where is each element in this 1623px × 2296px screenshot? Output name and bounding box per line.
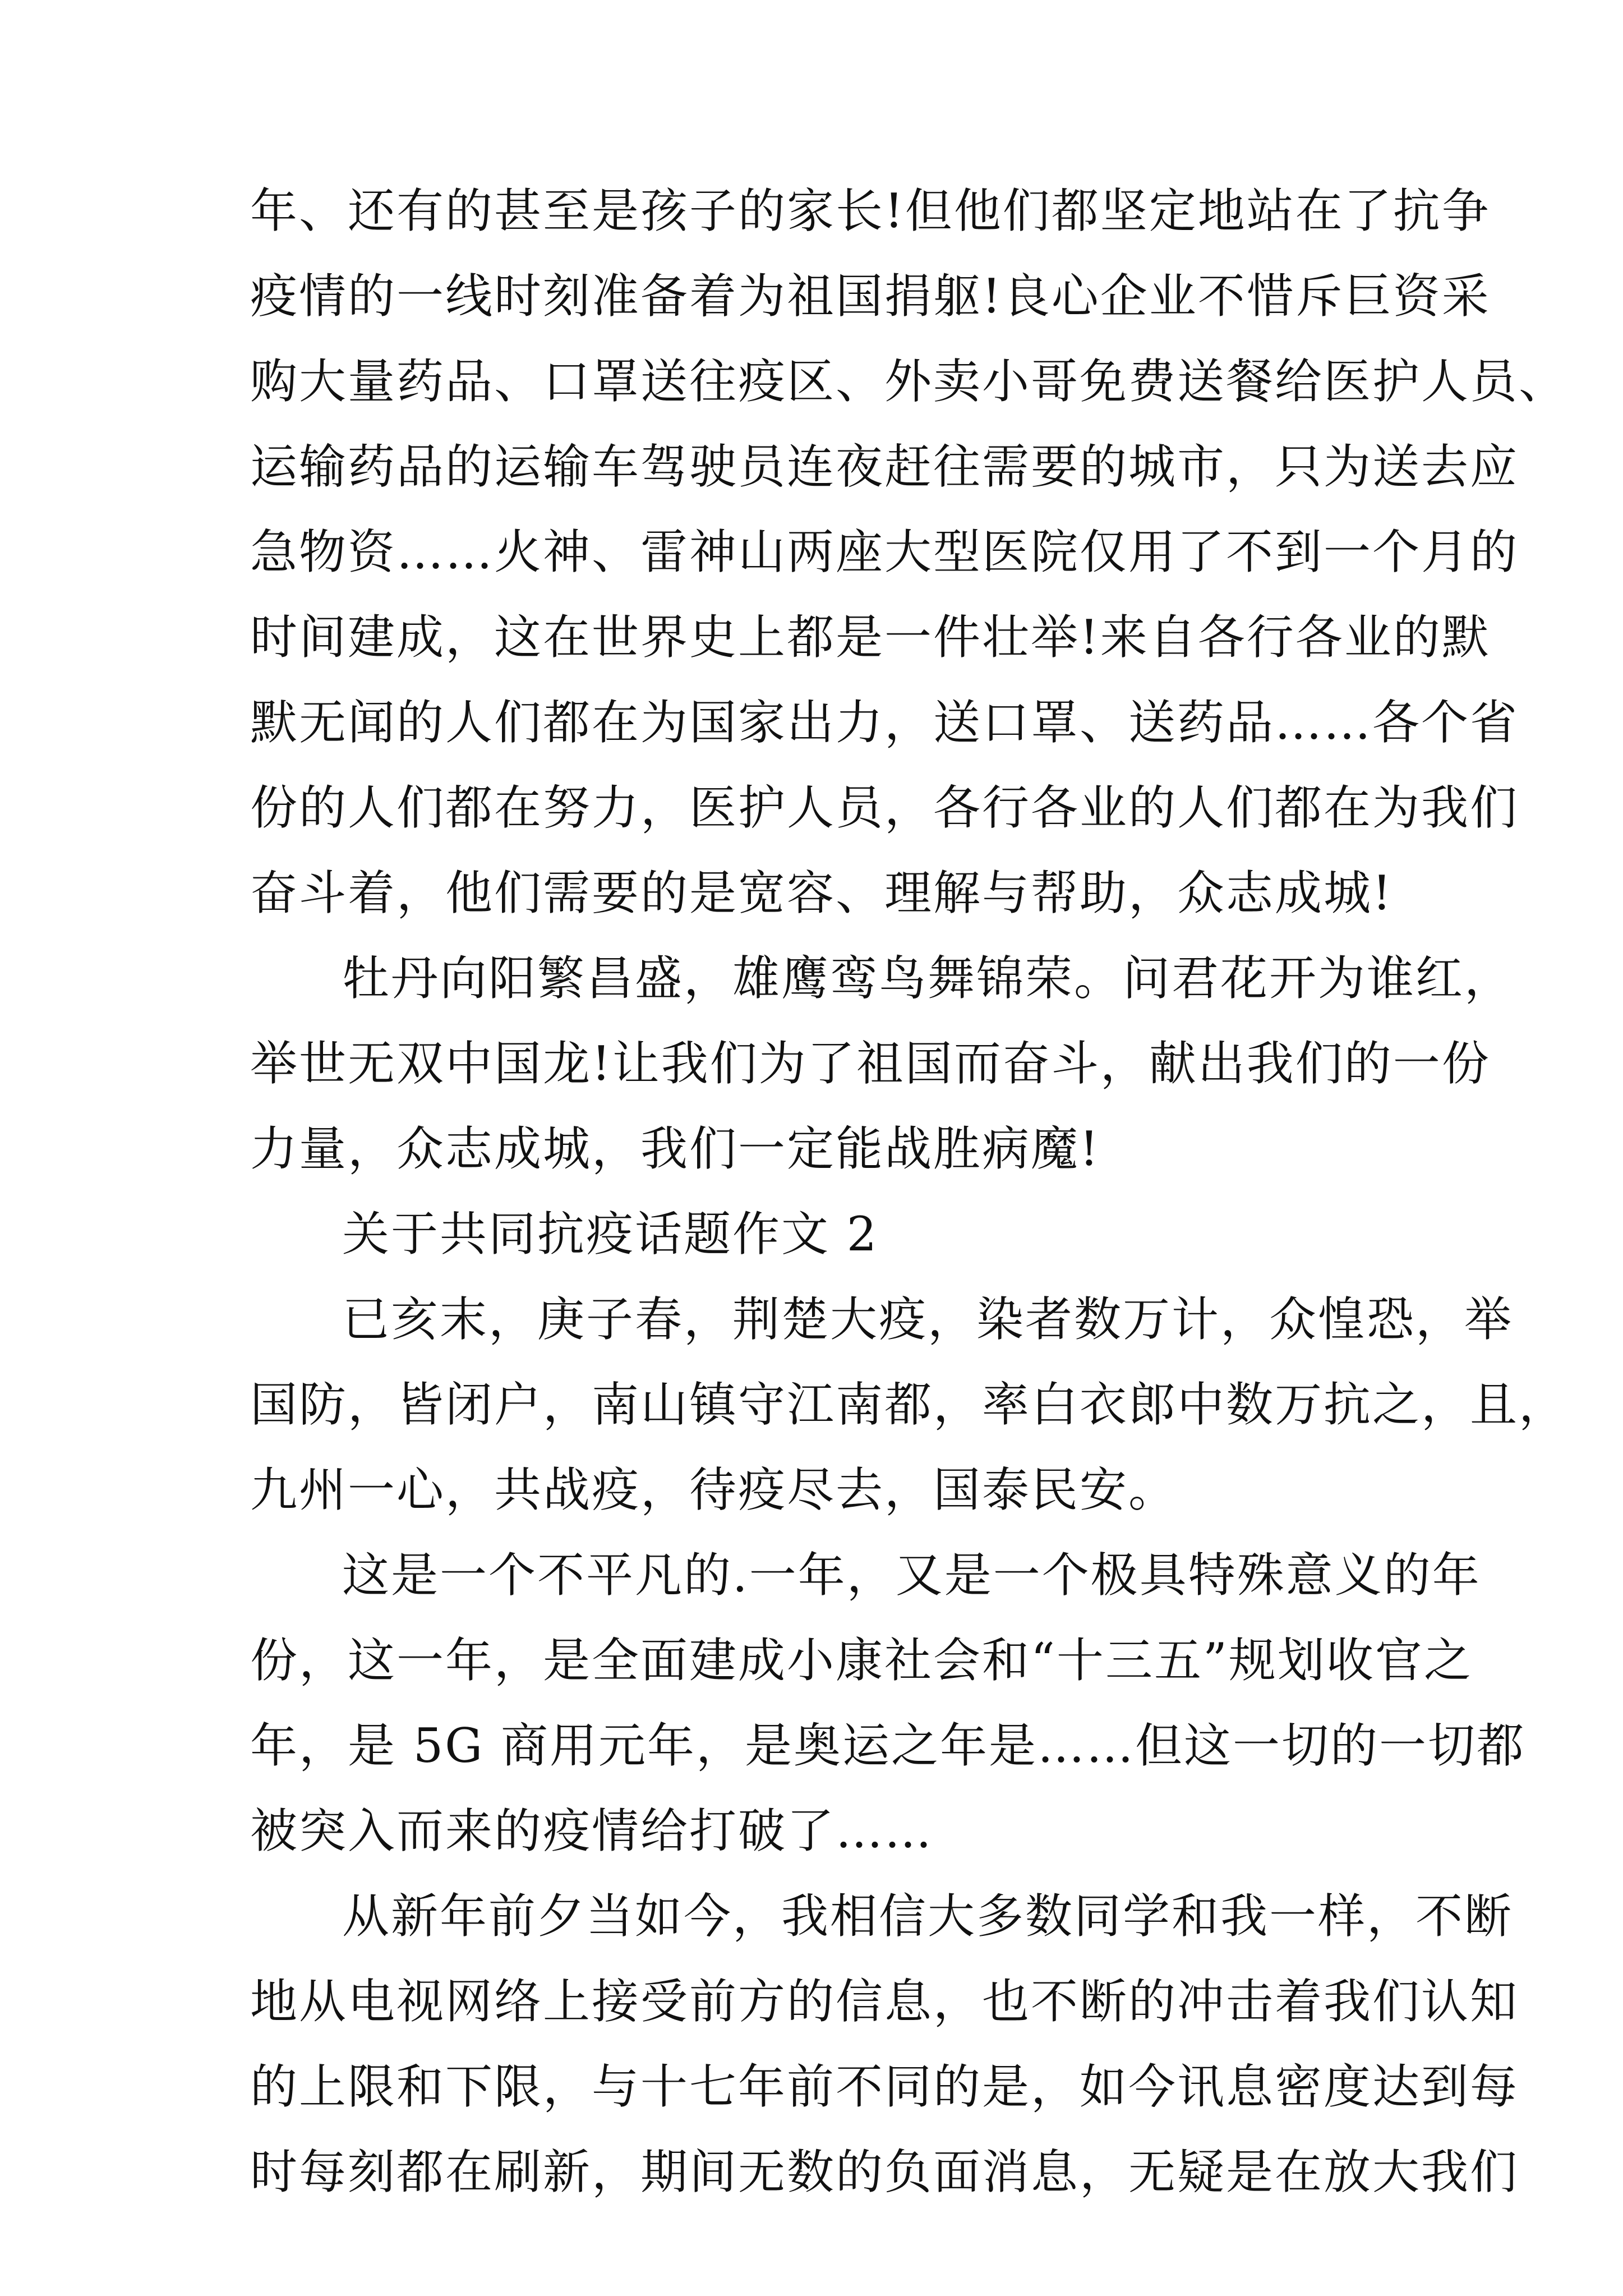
text-line: 时每刻都在刷新，期间无数的负面消息，无疑是在放大我们 xyxy=(250,2145,1519,2200)
text-line: 的上限和下限，与十七年前不同的是，如今讯息密度达到每 xyxy=(250,2059,1519,2114)
text-line: 购大量药品、口罩送往疫区、外卖小哥免费送餐给医护人员、 xyxy=(250,354,1568,409)
text-line: 时间建成，这在世界史上都是一件壮举!来自各行各业的默 xyxy=(250,610,1491,665)
text-line: 年、还有的甚至是孩子的家长!但他们都坚定地站在了抗争 xyxy=(250,183,1491,238)
text-line: 运输药品的运输车驾驶员连夜赶往需要的城市，只为送去应 xyxy=(250,439,1519,494)
paragraph-start-line: 从新年前夕当如今，我相信大多数同学和我一样，不断 xyxy=(342,1889,1514,1944)
text-line: 份的人们都在努力，医护人员，各行各业的人们都在为我们 xyxy=(250,780,1519,835)
essay-body xyxy=(250,168,1568,2215)
text-line: 年，是 5G 商用元年，是奥运之年是……但这一切的一切都 xyxy=(250,1718,1525,1773)
text-line: 地从电视网络上接受前方的信息，也不断的冲击着我们认知 xyxy=(250,1974,1519,2029)
text-line: 急物资……火神、雷神山两座大型医院仅用了不到一个月的 xyxy=(250,524,1519,579)
text-line: 疫情的一线时刻准备着为祖国捐躯!良心企业不惜斥巨资采 xyxy=(250,269,1491,324)
paragraph-start-line: 已亥末，庚子春，荆楚大疫，染者数万计，众惶恐，举 xyxy=(342,1292,1514,1347)
text-line: 国防，皆闭户，南山镇守江南都，率白衣郎中数万抗之，且， xyxy=(250,1377,1568,1432)
text-line: 份，这一年，是全面建成小康社会和“十三五”规划收官之 xyxy=(250,1633,1473,1688)
paragraph-start-line: 这是一个不平凡的.一年，又是一个极具特殊意义的年 xyxy=(342,1548,1481,1603)
text-line: 被突入而来的疫情给打破了…… xyxy=(250,1803,934,1858)
text-line: 默无闻的人们都在为国家出力，送口罩、送药品……各个省 xyxy=(250,695,1519,750)
text-line: 九州一心，共战疫，待疫尽去，国泰民安。 xyxy=(250,1462,1178,1517)
text-line: 奋斗着，他们需要的是宽容、理解与帮助，众志成城! xyxy=(250,866,1393,921)
paragraph-start-line: 牡丹向阳繁昌盛，雄鹰鸾鸟舞锦荣。问君花开为谁红， xyxy=(342,951,1514,1006)
text-line: 举世无双中国龙!让我们为了祖国而奋斗，献出我们的一份 xyxy=(250,1036,1491,1091)
essay-heading: 关于共同抗疫话题作文 2 xyxy=(342,1207,879,1262)
text-line: 力量，众志成城，我们一定能战胜病魔! xyxy=(250,1121,1100,1176)
